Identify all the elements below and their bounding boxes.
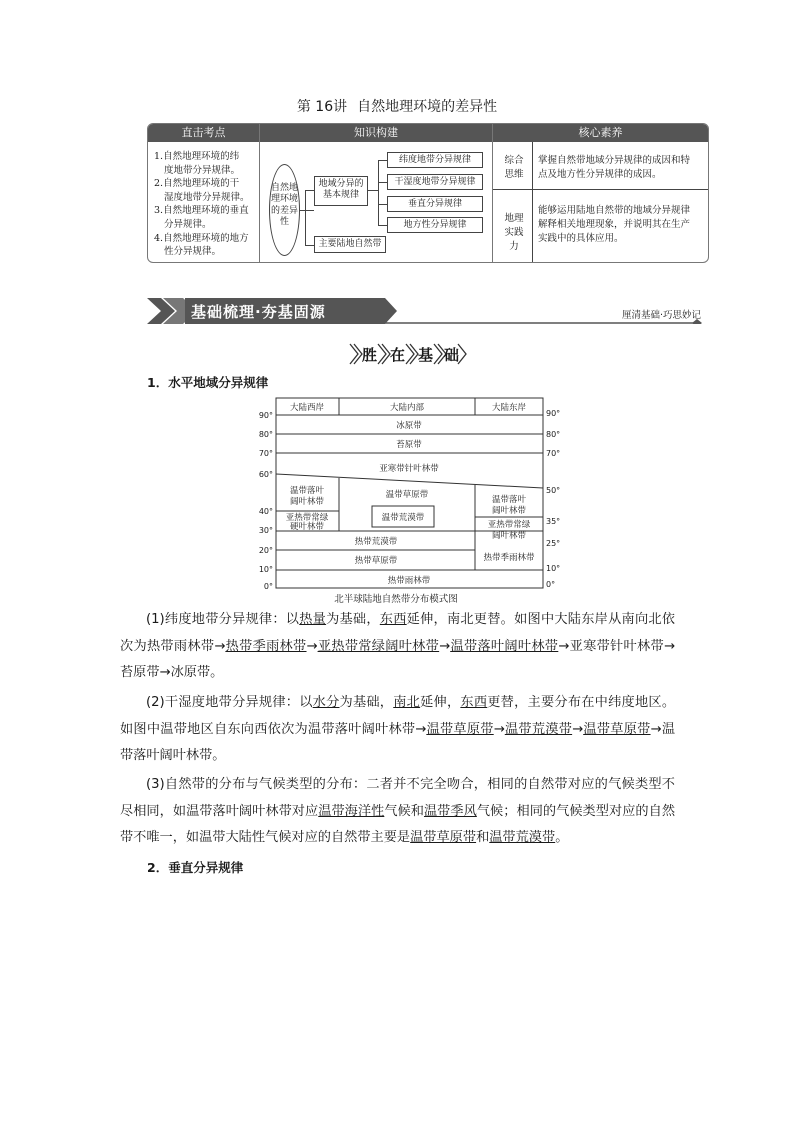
zone-label: 热带雨林带 <box>387 576 431 586</box>
summary-table <box>147 123 709 263</box>
zone-label: 亚热带常绿 <box>285 513 329 523</box>
svg-text:80°: 80° <box>258 430 273 439</box>
svg-text:0°: 0° <box>546 580 556 589</box>
zone-label: 温带草原带 <box>385 490 429 500</box>
literacy-label: 地理实践力 <box>504 213 524 252</box>
zone-label: 苔原带 <box>396 440 422 450</box>
subhead-char: 胜 <box>362 346 378 364</box>
svg-text:90°: 90° <box>546 409 561 418</box>
section-banner <box>147 298 707 324</box>
key-point-line: 分异规律。 <box>164 218 212 230</box>
connector <box>378 204 387 205</box>
svg-text:70°: 70° <box>546 449 561 458</box>
key-point-line: 性分异规律。 <box>164 246 222 258</box>
zone-label: 阔叶林带 <box>491 531 527 541</box>
concept-leaf: 地方性分异规律 <box>387 217 483 233</box>
key-point-line: 1.自然地理环境的纬 <box>154 151 240 162</box>
diagram-caption: 北半球陆地自然带分布模式图 <box>334 594 458 605</box>
svg-text:20°: 20° <box>258 546 273 555</box>
zone-label: 亚寒带针叶林带 <box>379 464 439 474</box>
connector <box>378 225 387 226</box>
literacy-label: 综合思维 <box>504 155 524 180</box>
zone-label: 温带荒漠带 <box>381 513 425 523</box>
svg-text:25°: 25° <box>546 539 561 548</box>
key-point-line: 度地带分异规律。 <box>164 164 241 176</box>
connector <box>378 160 379 226</box>
svg-text:70°: 70° <box>258 449 273 458</box>
column-label: 大陆内部 <box>389 403 425 413</box>
svg-text:80°: 80° <box>546 430 561 439</box>
diagram-frame <box>276 398 543 588</box>
divider <box>259 124 260 262</box>
concept-other: 主要陆地自然带 <box>314 236 386 253</box>
svg-text:30°: 30° <box>258 526 273 535</box>
literacy-text: 掌握自然带地域分异规律的成因和特 点及地方性分异规律的成因。 <box>538 155 691 180</box>
subhead-char: 础 <box>444 346 460 364</box>
zone-label: 亚热带常绿 <box>487 520 531 530</box>
concept-root: 自然地理环境的差异性 <box>269 164 300 256</box>
zone-label: 冰原带 <box>396 421 422 431</box>
zone-label: 热带草原带 <box>354 556 398 566</box>
header-key-points: 直击考点 <box>148 124 259 142</box>
key-points-list <box>154 150 256 259</box>
svg-text:0°: 0° <box>263 582 273 591</box>
zone-label: 温带落叶 <box>289 486 325 496</box>
zone-label: 阔叶林带 <box>491 506 527 516</box>
concept-leaf: 纬度地带分异规律 <box>387 152 483 168</box>
zone-label: 阔叶林带 <box>289 497 325 507</box>
svg-text:10°: 10° <box>258 565 273 574</box>
header-knowledge: 知识构建 <box>260 124 492 142</box>
zone-label: 硬叶林带 <box>289 522 325 532</box>
zone-label: 温带落叶 <box>491 495 527 505</box>
literacy-text: 能够运用陆地自然带的地域分异规律 解释相关地理现象，并说明其在生产 实践中的具体应用。 <box>538 205 691 244</box>
banner-subtitle: 厘清基础·巧思妙记 <box>621 310 701 321</box>
subhead-char: 在 <box>390 346 406 364</box>
key-point-line: 3.自然地理环境的垂直 <box>154 205 249 217</box>
concept-leaf: 垂直分异规律 <box>387 196 483 212</box>
divider <box>532 142 533 262</box>
concept-leaf: 干湿度地带分异规律 <box>387 174 483 190</box>
key-point-line: 4.自然地理环境的地方 <box>154 232 249 244</box>
svg-text:50°: 50° <box>546 486 561 495</box>
paragraph-moisture: (2)干湿度地带分异规律：以水分为基础，南北延伸，东西更替，主要分布在中纬度地区。如图中温带地区自东向西依次为温带落叶阔叶林带→温带草原带→温带荒漠带→温带草原带→温带落叶阔叶林带。 <box>120 695 676 763</box>
connector <box>368 190 378 191</box>
section-heading: 1．水平地域分异规律 <box>147 375 269 390</box>
page-title <box>0 96 794 116</box>
banner-title: 基础梳理·夯基固源 <box>191 303 326 321</box>
connector <box>305 190 306 246</box>
divider <box>493 189 708 190</box>
header-literacy: 核心素养 <box>493 124 708 142</box>
column-label: 大陆东岸 <box>491 403 527 413</box>
subhead-char: 基 <box>418 346 434 364</box>
svg-text:40°: 40° <box>258 507 273 516</box>
section-heading: 2．垂直分异规律 <box>147 860 244 875</box>
connector <box>378 182 387 183</box>
lesson-number: 第 16讲 <box>296 99 348 115</box>
key-point-line: 湿度地带分异规律。 <box>164 191 250 203</box>
lesson-title: 自然地理环境的差异性 <box>357 99 498 115</box>
svg-text:35°: 35° <box>546 517 561 526</box>
column-label: 大陆西岸 <box>289 403 325 413</box>
svg-text:60°: 60° <box>258 470 273 479</box>
concept-branch: 地域分异的基本规律 <box>314 176 368 206</box>
connector <box>378 160 387 161</box>
divider <box>492 124 493 262</box>
svg-text:90°: 90° <box>258 411 273 420</box>
paragraph-climate: (3)自然带的分布与气候类型的分布：二者并不完全吻合，相同的自然带对应的气候类型不尽相同，如温带落叶阔叶林带对应温带海洋性气候和温带季风气候；相同的气候类型对应的自然带不唯一，如温带大陆性气候对应的自然带主要是温带草原带和温带荒漠带。 <box>120 777 676 845</box>
paragraph-latitudinal: (1)纬度地带分异规律：以热量为基础，东西延伸，南北更替。如图中大陆东岸从南向北依次为热带雨林带→热带季雨林带→亚热带常绿阔叶林带→温带落叶阔叶林带→亚寒带针叶林带→苔原带→冰原带。 <box>120 612 676 680</box>
zone-label: 热带季雨林带 <box>483 553 535 563</box>
svg-text:10°: 10° <box>546 564 561 573</box>
connector <box>300 210 314 211</box>
subhead-chevrons <box>348 342 468 366</box>
zone-label: 热带荒漠带 <box>354 537 398 547</box>
key-point-line: 2.自然地理环境的干 <box>154 178 240 190</box>
